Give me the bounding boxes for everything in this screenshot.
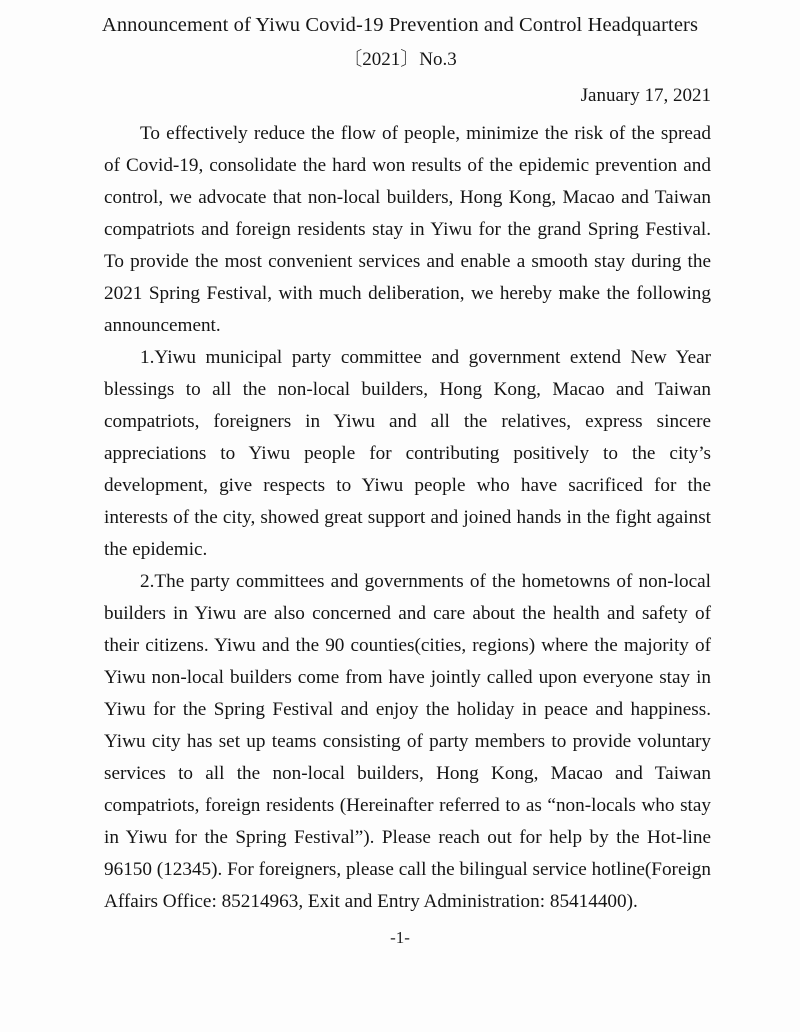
document-body: [0, 118, 800, 918]
document-date: January 17, 2021: [580, 85, 711, 106]
document-header: [0, 0, 800, 112]
paragraph-item-2: 2.The party committees and governments of the hometowns of non-local builders in Yiwu are also concerned and care about the health and safety of their citizens. Yiwu and the 90 counties(cities, regions) where the majority of Yiwu non-local builders come from have jointly called upon everyone stay in Yiwu for the Spring Festival and enjoy the holiday in peace and happiness. Yiwu city has set up teams consisting of party members to provide voluntary services to all the non-local builders, Hong Kong, Macao and Taiwan compatriots, foreign residents (Hereinafter referred to as “non-locals who stay in Yiwu for the Spring Festival”). Please reach out for help by the Hot-line 96150 (12345). For foreigners, please call the bilingual service hotline(Foreign Affairs Office: 85214963, Exit and Entry Administration: 85414400).: [104, 571, 711, 912]
paragraph-item-1: 1.Yiwu municipal party committee and government extend New Year blessings to all the non-local builders, Hong Kong, Macao and Taiwan compatriots, foreigners in Yiwu and all the relatives, express sincere appreciations to Yiwu people for contributing positively to the city’s development, give respects to Yiwu people who have sacrificed for the interests of the city, showed great support and joined hands in the fight against the epidemic.: [104, 347, 711, 560]
document-number: 〔2021〕No.3: [343, 49, 457, 70]
paragraph-intro: To effectively reduce the flow of people, minimize the risk of the spread of Covid-19, consolidate the hard won results of the epidemic prevention and control, we advocate that non-local builders, Hong Kong, Macao and Taiwan compatriots and foreign residents stay in Yiwu for the grand Spring Festival. To provide the most convenient services and enable a smooth stay during the 2021 Spring Festival, with much deliberation, we hereby make the following announcement.: [104, 123, 711, 336]
page-number: -1-: [390, 928, 410, 947]
document-title: Announcement of Yiwu Covid-19 Prevention and Control Headquarters: [101, 14, 699, 36]
